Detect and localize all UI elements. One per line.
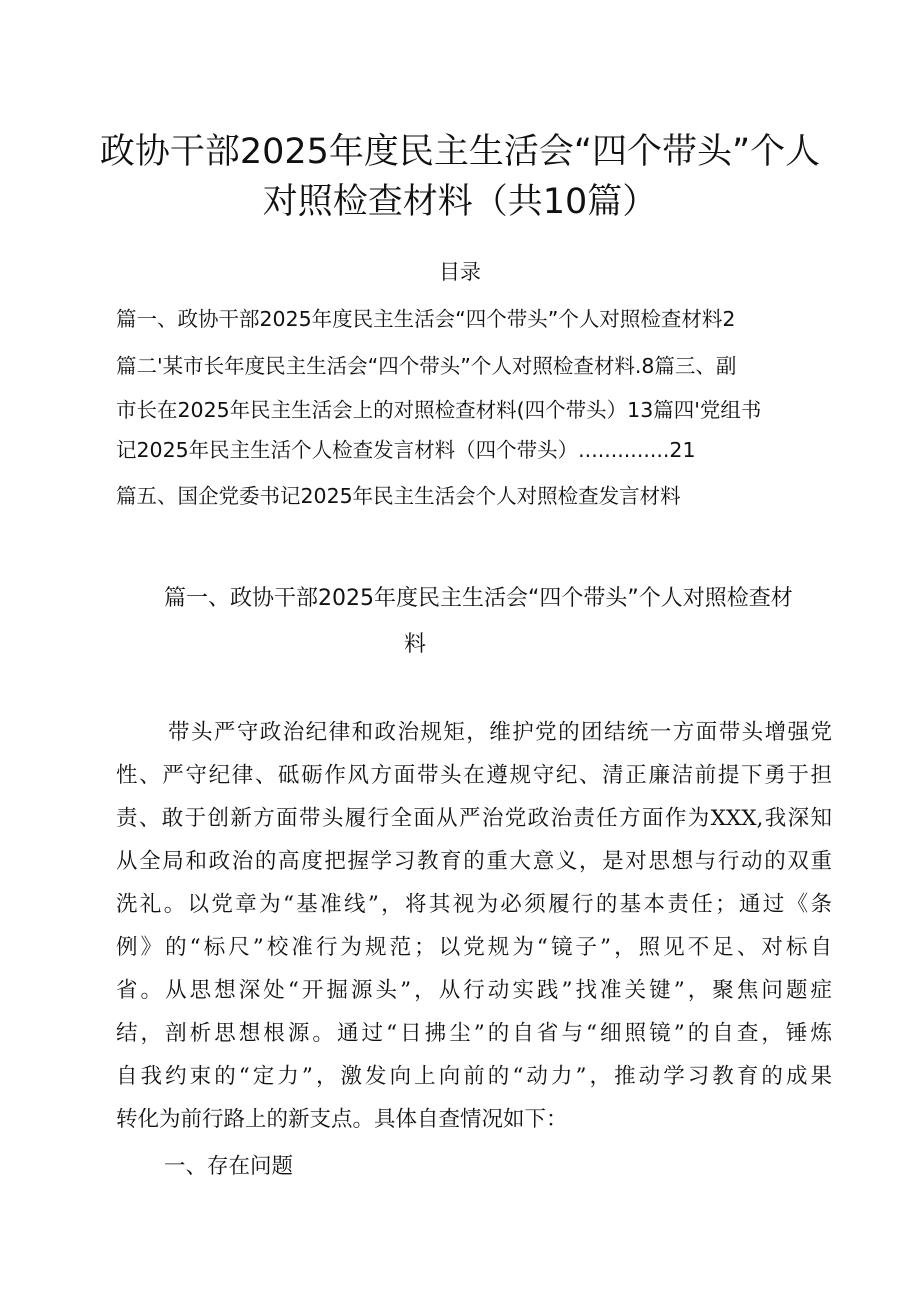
toc-line: 篇五、国企党委书记2025年民主生活会个人对照检查发言材料 — [116, 484, 681, 508]
paragraph-line: 转化为前行路上的新支点。具体自查情况如下： — [116, 1107, 568, 1132]
paragraph-line: 结，剖析思想根源。通过“日拂尘”的自省与“细照镜”的自查，锤炼 — [116, 1021, 832, 1046]
paragraph-line: 省。从思想深处“开掘源头”，从行动实践”找准关键”，聚焦问题症 — [116, 978, 832, 1003]
subheading-existing-problems: 一、存在问题 — [164, 1154, 294, 1179]
paragraph-line: 例》的“标尺”校准行为规范；以党规为“镜子”，照见不足、对标自 — [116, 935, 832, 960]
paragraph-line: 自我约束的“定力”，激发向上向前的“动力”，推动学习教育的成果 — [116, 1064, 832, 1089]
section-title-line-1: 篇一、政协干部2025年度民主生活会“四个带头”个人对照检查材 — [164, 586, 793, 611]
paragraph-line: 责、敢于创新方面带头履行全面从严治党政治责任方面作为XXX,我深知 — [116, 806, 832, 831]
toc-line: 市长在2025年民主生活会上的对照检查材料(四个带头）13篇四'党组书 — [116, 398, 762, 422]
toc-heading: 目录 — [439, 260, 481, 284]
document-title-line-1: 政协干部2025年度民主生活会“四个带头”个人 — [99, 132, 821, 172]
toc-line: 篇二'某市长年度民主生活会“四个带头”个人对照检查材料.8篇三、副 — [116, 354, 737, 378]
toc-line: 篇一、政协干部2025年度民主生活会“四个带头”个人对照检查材料2 — [116, 307, 736, 331]
paragraph-line: 带头严守政治纪律和政治规矩，维护党的团结统一方面带头增强党 — [168, 720, 832, 745]
toc-line: 记2025年民主生活个人检查发言材料（四个带头）..............21 — [116, 438, 696, 462]
section-title-line-2: 料 — [403, 632, 426, 657]
paragraph-line: 从全局和政治的高度把握学习教育的重大意义，是对思想与行动的双重 — [116, 849, 832, 874]
document-title-line-2: 对照检查材料（共10篇） — [262, 182, 658, 222]
paragraph-line: 性、严守纪律、砥砺作风方面带头在遵规守纪、清正廉洁前提下勇于担 — [116, 763, 832, 788]
paragraph-line: 洗礼。以党章为“基准线”，将其视为必须履行的基本责任；通过《条 — [116, 892, 832, 917]
